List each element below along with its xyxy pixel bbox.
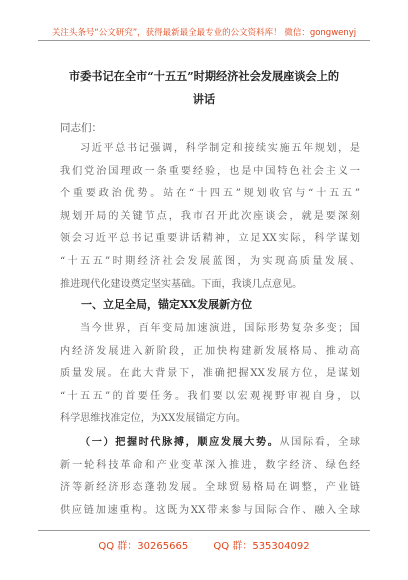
paragraph-line: “十五五”的首要任务。我们要以宏观视野审视自身，以 <box>60 390 360 402</box>
document-title-line-1: 市委书记在全市“十五五”时期经济社会发展座谈会上的 <box>68 69 340 83</box>
footer-divider <box>38 530 370 531</box>
paragraph-3 <box>60 432 360 522</box>
paragraph-line: 推进现代化建设奠定坚实基础。下面，我谈几点意见。 <box>60 278 303 290</box>
section-heading-1: 一、立足全局，锚定XX发展新方位 <box>81 298 253 311</box>
paragraph-line: 个重要政治优势。站在“十四五”规划收官与“十五五” <box>60 188 360 200</box>
paragraph-line: 新一轮科技革命和产业变革深入推进，数字经济、绿色经 <box>60 459 360 471</box>
paragraph-line: 规划开局的关键节点，我市召开此次座谈会，就是要深刻 <box>60 210 360 222</box>
paragraph-line: 习近平总书记强调，科学制定和接续实施五年规划，是 <box>80 143 360 154</box>
header-divider <box>38 40 370 41</box>
paragraph-line: 当今世界，百年变局加速演进，国际形势复杂多变；国 <box>80 323 360 334</box>
paragraph-line: 内经济发展进入新阶段，正加快构建新发展格局、推动高 <box>60 345 360 357</box>
footer-qq-group-2: QQ 群：535304092 <box>213 541 310 552</box>
paragraph-line: 领会习近平总书记重要讲话精神，立足XX实际，科学谋划 <box>60 233 360 245</box>
paragraph-text: 从国际看，全球 <box>279 437 360 448</box>
footer-qq-group-1: QQ 群：30265665 <box>98 541 189 552</box>
page-footer <box>0 537 408 552</box>
paragraph-line: 供应链加速重构。这既为XX带来参与国际合作、融入全球 <box>60 504 360 516</box>
paragraph-1 <box>60 138 360 296</box>
paragraph-2 <box>60 318 360 431</box>
paragraph-line: “十五五”时期经济社会发展蓝图，为实现高质量发展、 <box>60 255 360 267</box>
paragraph-line: 我们党治国理政一条重要经验，也是中国特色社会主义一 <box>60 165 360 177</box>
paragraph-line: 科学思维找准定位，为XX发展锚定方向。 <box>60 413 246 425</box>
greeting: 同志们： <box>60 122 102 134</box>
paragraph-line: 质量发展。在此大背景下，准确把握XX发展方位，是谋划 <box>60 368 360 380</box>
document-title-line-2: 讲话 <box>192 92 216 106</box>
paragraph-line <box>60 432 360 455</box>
subheading-1: （一）把握时代脉搏，顺应发展大势。 <box>80 437 280 448</box>
paragraph-line: 济等新经济形态蓬勃发展。全球贸易格局在调整，产业链 <box>60 482 360 494</box>
page-header-notice: 关注头条号“公文研究”，获得最新最全最专业的公文资料库！ 微信：gongwenyj <box>51 28 357 38</box>
